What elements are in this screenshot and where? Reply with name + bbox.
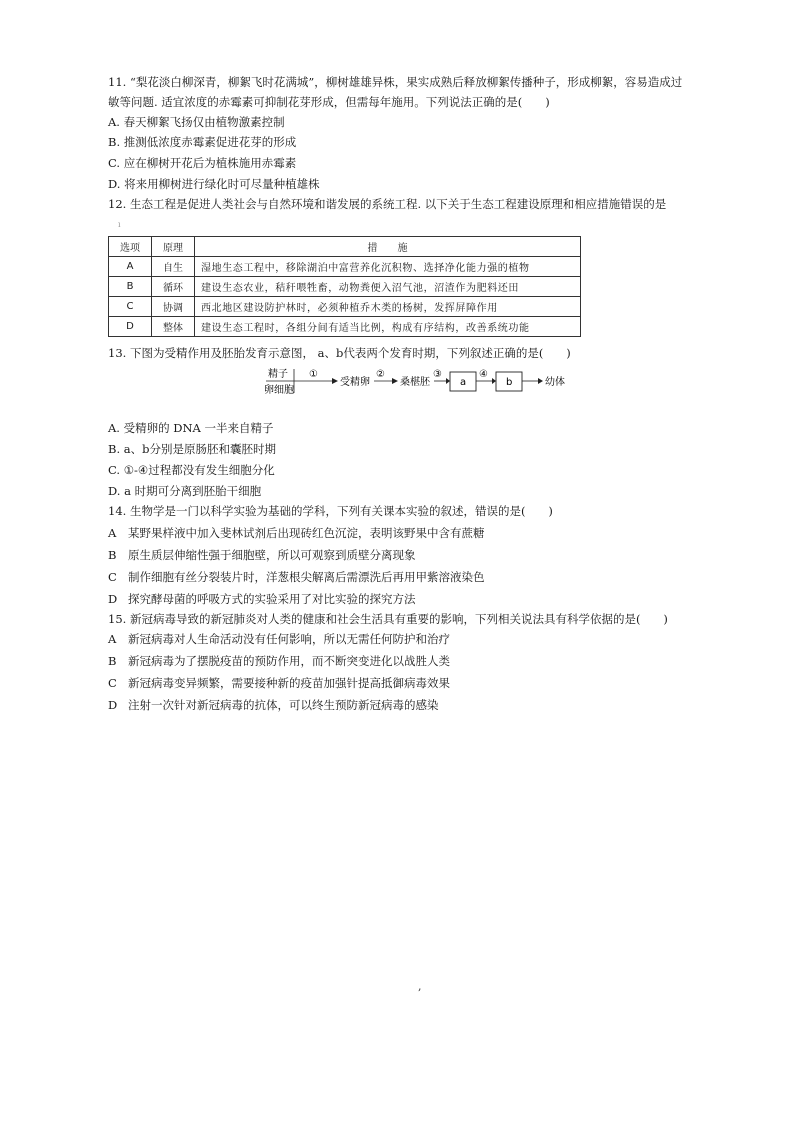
option-letter: D [108, 698, 118, 712]
table-cell: 自生 [152, 257, 195, 277]
option-letter: D [108, 592, 118, 606]
label-step4: ④ [479, 369, 488, 380]
option-text: 新冠病毒对人生命活动没有任何影响，所以无需任何防护和治疗 [128, 632, 450, 646]
label-morula: 桑椹胚 [400, 377, 430, 388]
option-letter: C [108, 676, 117, 690]
label-step2: ② [376, 369, 385, 380]
q13-option-b: B. a、b分别是原肠胚和囊胚时期 [108, 442, 276, 456]
table-cell: 协调 [152, 297, 195, 317]
q15-option-a [108, 629, 450, 650]
q12-table [108, 236, 581, 337]
arrow-head-5 [538, 378, 543, 384]
arrow-head-3 [446, 378, 450, 384]
table-cell: D [109, 317, 152, 337]
q11-stem-line2: 敏等问题. 适宜浓度的赤霉素可抑制花芽形成，但需每年施用。下列说法正确的是( ) [108, 95, 550, 109]
label-b: b [506, 377, 513, 388]
option-letter: C [108, 570, 117, 584]
q11-option-c: C. 应在柳树开花后为植株施用赤霉素 [108, 156, 297, 170]
q15-stem: 15. 新冠病毒导致的新冠肺炎对人类的健康和社会生活具有重要的影响，下列相关说法具有科学依据的是( ) [108, 612, 668, 626]
q11-option-d: D. 将来用柳树进行绿化时可尽量种植雄株 [108, 177, 320, 191]
label-egg: 卵细胞 [264, 385, 294, 396]
table-header: 原理 [152, 237, 195, 257]
arrow-head-2 [392, 378, 398, 384]
q11-option-a: A. 春天柳絮飞扬仅由植物激素控制 [108, 115, 285, 129]
label-step3: ③ [433, 369, 442, 380]
q15-option-b [108, 651, 450, 672]
label-a: a [460, 377, 467, 388]
q14-stem: 14. 生物学是一门以科学实验为基础的学科，下列有关课本实验的叙述，错误的是( ) [108, 504, 553, 518]
option-text: 制作细胞有丝分裂装片时，洋葱根尖解离后需漂洗后再用甲紫溶液染色 [128, 570, 485, 584]
option-text: 注射一次针对新冠病毒的抗体，可以终生预防新冠病毒的感染 [128, 698, 439, 712]
table-row [109, 257, 581, 277]
table-header: 措 施 [195, 237, 581, 257]
table-cell: 建设生态农业，秸秆喂牲畜，动物粪便入沼气池，沼渣作为肥料还田 [195, 277, 581, 297]
q15-option-d [108, 695, 439, 716]
table-header-row [109, 237, 581, 257]
label-zygote: 受精卵 [340, 377, 370, 388]
q15-option-c [108, 673, 450, 694]
option-letter: B [108, 654, 117, 668]
table-cell: 建设生态工程时，各组分间有适当比例，构成有序结构，改善系统功能 [195, 317, 581, 337]
table-cell: 西北地区建设防护林时，必须种植乔木类的杨树，发挥屏障作用 [195, 297, 581, 317]
table-cell: C [109, 297, 152, 317]
option-letter: A [108, 632, 117, 646]
q12-mark: ı [118, 220, 121, 229]
table-row [109, 297, 581, 317]
q12-stem: 12. 生态工程是促进人类社会与自然环境和谐发展的系统工程. 以下关于生态工程建设原理和相应措施错误的是 [108, 197, 667, 211]
option-text: 某野果样液中加入斐林试剂后出现砖红色沉淀，表明该野果中含有蔗糖 [128, 526, 485, 540]
option-letter: B [108, 548, 117, 562]
table-row [109, 317, 581, 337]
q13-option-a: A. 受精卵的 DNA 一半来自精子 [108, 421, 274, 435]
table-cell: A [109, 257, 152, 277]
q14-option-d [108, 589, 416, 610]
arrow-head-4 [492, 378, 496, 384]
label-sperm: 精子 [268, 369, 288, 380]
option-text: 原生质层伸缩性强于细胞壁，所以可观察到质壁分离现象 [128, 548, 416, 562]
q13-stem: 13. 下图为受精作用及胚胎发育示意图， a、b代表两个发育时期，下列叙述正确的是( ) [108, 346, 571, 360]
label-step1: ① [309, 369, 318, 380]
table-header: 选项 [109, 237, 152, 257]
q13-option-c: C. ①-④过程都没有发生细胞分化 [108, 463, 275, 477]
q14-option-c [108, 567, 485, 588]
option-text: 新冠病毒为了摆脱疫苗的预防作用，而不断突变进化以战胜人类 [128, 654, 450, 668]
option-letter: A [108, 526, 117, 540]
table-row [109, 277, 581, 297]
option-text: 探究酵母菌的呼吸方式的实验采用了对比实验的探究方法 [128, 592, 416, 606]
q14-option-a [108, 523, 485, 544]
label-adult: 幼体 [545, 377, 565, 388]
q13-option-d: D. a 时期可分离到胚胎干细胞 [108, 484, 262, 498]
footer-mark: , [418, 980, 422, 993]
table-cell: 湿地生态工程中，移除湖泊中富营养化沉积物、选择净化能力强的植物 [195, 257, 581, 277]
fertilization-diagram [260, 365, 580, 399]
option-text: 新冠病毒变异频繁，需要接种新的疫苗加强针提高抵御病毒效果 [128, 676, 450, 690]
q11-stem-line1: 11. “梨花淡白柳深青，柳絮飞时花满城”，柳树雄雄异株，果实成熟后释放柳絮传播种子，形成柳絮，容易造成过 [108, 75, 683, 89]
table-cell: B [109, 277, 152, 297]
q11-option-b: B. 推测低浓度赤霉素促进花芽的形成 [108, 135, 297, 149]
table-cell: 循环 [152, 277, 195, 297]
table-cell: 整体 [152, 317, 195, 337]
arrow-head-1 [332, 378, 338, 384]
q14-option-b [108, 545, 416, 566]
